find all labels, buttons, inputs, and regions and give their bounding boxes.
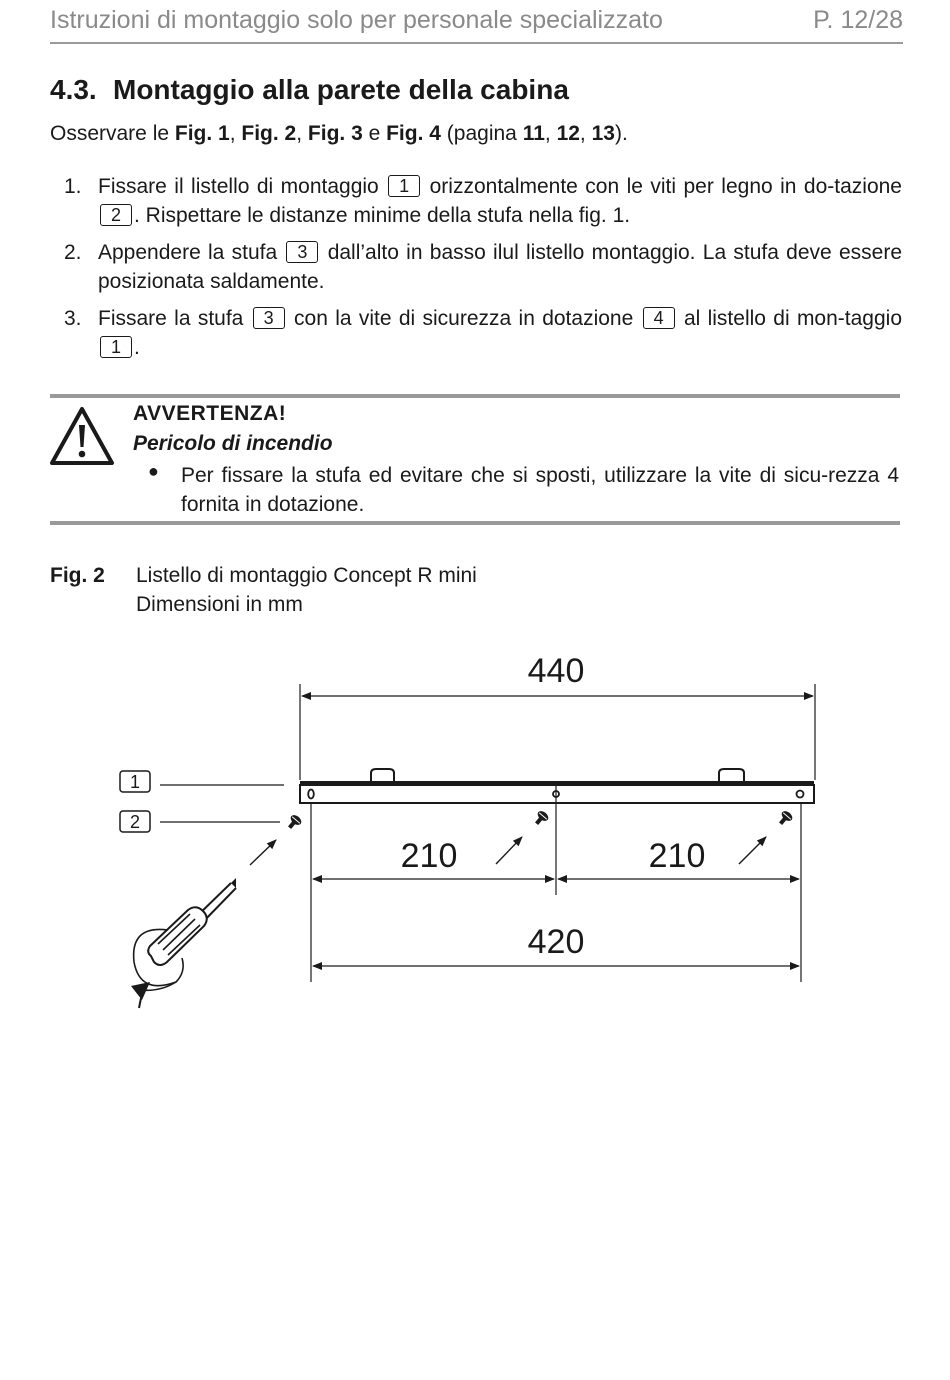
dimension-holes	[313, 923, 799, 966]
bullet-icon: ●	[148, 461, 159, 481]
step-number: 1.	[64, 175, 82, 198]
callout-2	[120, 811, 280, 832]
callout-box: 2	[100, 204, 132, 226]
page-ref: 13	[591, 122, 615, 145]
figure-caption: Listello di montaggio Concept R mini	[136, 564, 477, 587]
intro-text: ,	[296, 122, 308, 145]
step-number: 3.	[64, 307, 82, 330]
intro-text: (pagina	[440, 122, 523, 145]
figure-label: Fig. 2	[50, 564, 105, 587]
fig-ref: Fig. 3	[307, 122, 363, 145]
step-text: con la vite di sicurezza in dotazione	[294, 307, 634, 330]
callout-box: 4	[643, 307, 675, 329]
section-heading: Montaggio alla parete della cabina	[113, 74, 569, 105]
dimension-label-440: 440	[527, 652, 585, 690]
intro-text: e	[362, 122, 387, 145]
intro-text: ,	[229, 122, 242, 145]
dimension-label-210-right: 210	[648, 837, 706, 875]
callout-1	[120, 771, 284, 792]
screw-icon	[285, 813, 303, 831]
step-number: 2.	[64, 241, 82, 264]
callout-label: 2	[129, 812, 141, 832]
callout-box: 1	[388, 175, 420, 197]
step-text: Fissare la stufa	[98, 307, 244, 330]
fig-ref: Fig. 1	[174, 122, 230, 145]
step-text: Fissare il listello di montaggio	[98, 175, 379, 198]
figure-caption-units: Dimensioni in mm	[136, 593, 303, 616]
dimension-label-420: 420	[527, 923, 585, 961]
intro-text: Osservare le	[50, 122, 175, 145]
page-ref: 12	[556, 122, 580, 145]
callout-label: 1	[129, 772, 141, 792]
mounting-strip	[300, 769, 814, 803]
screwdriver-icon	[131, 878, 236, 1008]
screw-icon	[776, 809, 794, 827]
step-text: .	[134, 336, 140, 359]
page-number: P. 12/28	[813, 6, 903, 34]
callout-box: 3	[286, 241, 318, 263]
fig-ref: Fig. 2	[241, 122, 297, 145]
intro-text: ).	[614, 122, 628, 145]
section-number: 4.3.	[50, 74, 97, 105]
callout-box: 3	[253, 307, 285, 329]
warning-text: Per fissare la stufa ed evitare che si sposti, utilizzare la vite di sicu-rezza 4 fornita in dotazione.	[181, 464, 899, 516]
intro-text: ,	[579, 122, 592, 145]
header-title: Istruzioni di montaggio solo per personale specializzato	[50, 6, 663, 34]
step-text: Appendere la stufa	[98, 241, 278, 264]
step-text: al listello di mon-taggio	[683, 307, 902, 330]
warning-subtitle: Pericolo di incendio	[133, 432, 333, 455]
page-ref: 11	[522, 122, 545, 145]
dimension-label-210-left: 210	[400, 837, 458, 875]
step-text: dall’alto in basso ilul listello montaggio. La stufa deve essere posizionata saldamente.	[98, 241, 902, 293]
step-text: orizzontalmente con le viti per legno in do-tazione	[429, 175, 902, 198]
screw-icon	[532, 809, 550, 827]
dimension-total	[300, 652, 815, 780]
step-text: . Rispettare le distanze minime della stufa nella fig. 1.	[134, 204, 631, 227]
fig-ref: Fig. 4	[386, 122, 441, 145]
intro-text: ,	[544, 122, 557, 145]
callout-box: 1	[100, 336, 132, 358]
warning-title: AVVERTENZA!	[133, 402, 287, 425]
